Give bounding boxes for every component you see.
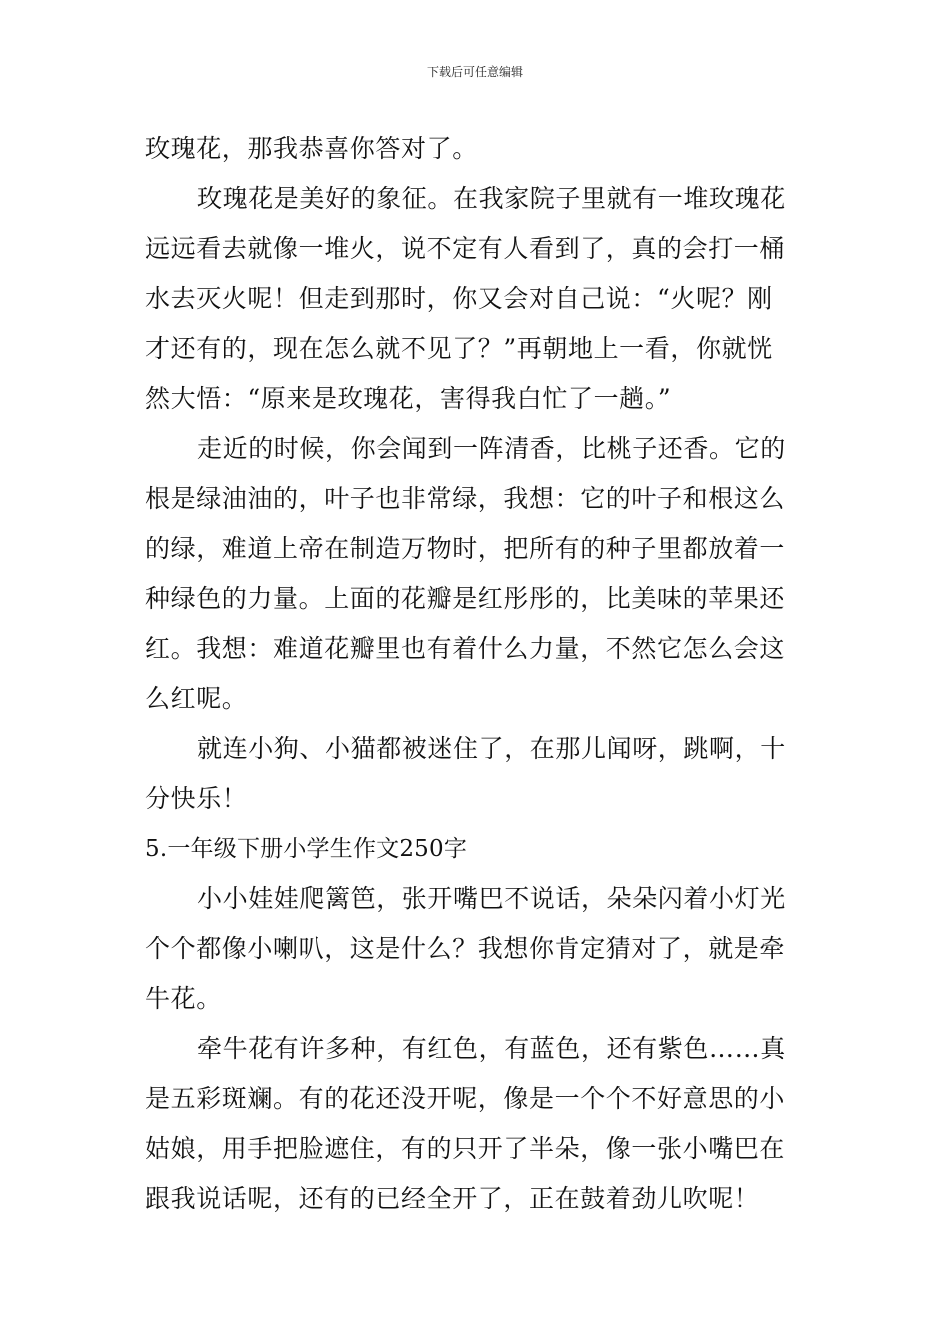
text-line: 牛花。 [145, 984, 222, 1013]
text-line: 玫瑰花，那我恭喜你答对了。 [145, 134, 478, 163]
text-line: 根是绿油油的，叶子也非常绿，我想：它的叶子和根这么 [145, 484, 786, 513]
text-line: 才还有的，现在怎么就不见了？”再朝地上一看，你就恍 [145, 334, 773, 363]
text-line: 红。我想：难道花瓣里也有着什么力量，不然它怎么会这 [145, 634, 786, 663]
text-line: 玫瑰花是美好的象征。在我家院子里就有一堆玫瑰花 [197, 184, 786, 213]
text-line: 水去灭火呢！但走到那时，你又会对自己说：“火呢？刚 [145, 284, 773, 313]
text-line: 小小娃娃爬篱笆，张开嘴巴不说话，朵朵闪着小灯光 [197, 884, 786, 913]
text-line: 么红呢。 [145, 684, 248, 713]
text-line: 个个都像小喇叭，这是什么？我想你肯定猜对了，就是牵 [145, 934, 786, 963]
text-line: 然大悟：“原来是玫瑰花，害得我白忙了一趟。” [145, 384, 672, 413]
text-line: 牵牛花有许多种，有红色，有蓝色，还有紫色……真 [197, 1034, 786, 1063]
text-line: 跟我说话呢，还有的已经全开了，正在鼓着劲儿吹呢！ [145, 1184, 760, 1213]
text-line: 就连小狗、小猫都被迷住了，在那儿闻呀，跳啊，十 [197, 734, 786, 763]
text-line: 远远看去就像一堆火，说不定有人看到了，真的会打一桶 [145, 234, 786, 263]
text-line: 种绿色的力量。上面的花瓣是红彤彤的，比美味的苹果还 [145, 584, 786, 613]
text-line: 走近的时候，你会闻到一阵清香，比桃子还香。它的 [197, 434, 786, 463]
page-header: 下载后可任意编辑 [426, 65, 523, 79]
text-line: 分快乐！ [145, 784, 248, 813]
text-line: 姑娘，用手把脸遮住，有的只开了半朵，像一张小嘴巴在 [145, 1134, 786, 1163]
document-body [145, 124, 805, 1224]
section-heading: 5.一年级下册小学生作文250字 [145, 836, 468, 862]
text-line: 的绿，难道上帝在制造万物时，把所有的种子里都放着一 [145, 534, 786, 563]
text-line: 是五彩斑斓。有的花还没开呢，像是一个个不好意思的小 [145, 1084, 786, 1113]
